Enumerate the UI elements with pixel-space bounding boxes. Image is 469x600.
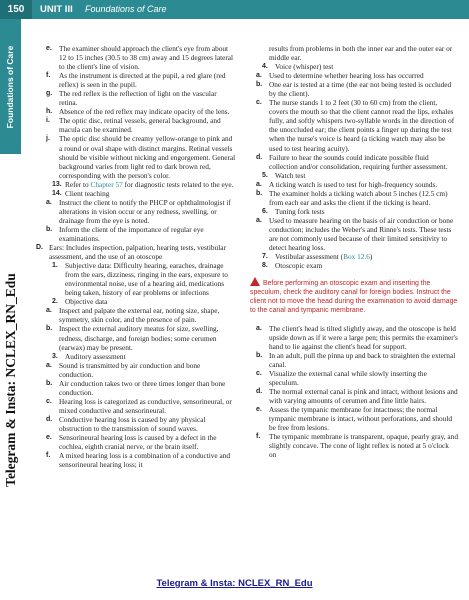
outline-item <box>256 351 458 369</box>
outline-item <box>256 387 458 405</box>
outline-item-marker: b. <box>46 325 53 333</box>
cross-reference-link[interactable]: Box 12.6 <box>343 252 370 262</box>
right-outline-continued <box>246 324 458 460</box>
outline-item <box>52 297 236 306</box>
outline-item-text: Sensorineural hearing loss is caused by a defect in the cochlea, eighth cranial nerve, or the brain itself. <box>59 433 217 452</box>
outline-item <box>46 107 236 116</box>
outline-item-marker: 5. <box>262 171 268 179</box>
page-number: 150 <box>0 0 32 19</box>
side-tab <box>0 19 21 154</box>
outline-item-marker: 1. <box>52 262 58 270</box>
outline-item-text: Inform the client of the importance of regular eye examinations. <box>59 224 204 243</box>
outline-item-marker: j. <box>46 135 50 143</box>
outline-item-marker: b. <box>46 225 53 233</box>
outline-item-marker: f. <box>256 433 261 441</box>
outline-item-text: Used to determine whether hearing loss has occurred <box>269 71 424 81</box>
outline-item-text: The red reflex is the reflection of light on the vascular retina. <box>59 89 217 108</box>
outline-item <box>256 180 458 189</box>
outline-item <box>262 261 458 270</box>
outline-item <box>46 71 236 89</box>
outline-item-marker: i. <box>46 117 50 125</box>
outline-item-marker: e. <box>256 405 262 413</box>
outline-item-marker: b. <box>256 81 263 89</box>
left-column <box>36 44 236 469</box>
outline-item-text: The optic disc, retinal vessels, general background, and macula can be examined. <box>59 116 221 135</box>
outline-item-marker: d. <box>256 153 263 161</box>
outline-item-text: Used to measure hearing on the basis of air conduction or bone conduction; includes the Weber's and Rinne's tests. These tests are not commonly used because of their limited sensitivity to detect hearing loss. <box>269 215 454 253</box>
outline-item <box>256 369 458 387</box>
outline-item-text: A mixed hearing loss is a combination of a conductive and sensorineural hearing loss; it <box>59 451 231 470</box>
outline-item <box>52 180 236 189</box>
outline-item <box>256 98 458 152</box>
outline-item <box>46 44 236 71</box>
outline-item-text: One ear is tested at a time (the ear not being tested is occluded by the client). <box>269 80 452 99</box>
outline-item-text: Inspect the external auditory meatus for size, swelling, redness, discharge, and foreign bodies; some cerumen (earwax) may be present. <box>59 324 219 352</box>
outline-item-text: Sound is transmitted by air conduction and bone conduction. <box>59 360 201 379</box>
outline-item <box>46 397 236 415</box>
outline-item-marker: d. <box>256 387 263 395</box>
outline-item-marker: f. <box>46 452 51 460</box>
outline-item-marker: a. <box>46 307 52 315</box>
outline-item <box>262 207 458 216</box>
outline-item-text: The normal external canal is pink and intact, without lesions and with varying amounts of cerumen and fine little hairs. <box>269 386 458 405</box>
outline-item-text: Subjective data: Difficulty hearing, earaches, drainage from the ears, dizziness, ringing in the ears, exposure to environmental noise, use of a hearing aid, medications being taken, history of ear problems or infections <box>65 261 228 298</box>
outline-item-text: Tuning fork tests <box>275 206 325 216</box>
right-column <box>246 44 458 459</box>
unit-label: UNIT III <box>40 4 73 15</box>
outline-item-marker: f. <box>46 72 51 80</box>
outline-item <box>46 433 236 451</box>
outline-item <box>262 171 458 180</box>
outline-item <box>46 306 236 324</box>
outline-item-text: Voice (whisper) test <box>275 62 334 72</box>
outline-item-marker: 13. <box>52 180 62 188</box>
outline-item-marker: d. <box>46 415 53 423</box>
outline-item-text: Hearing loss is categorized as conductive, sensorineural, or mixed conductive and sensorineural. <box>59 396 232 415</box>
outline-item-marker: 7. <box>262 253 268 261</box>
outline-item-text: Assess the tympanic membrane for intactness; the normal tympanic membrane is intact, without perforations, and should be free from lesions. <box>269 404 452 433</box>
outline-item <box>52 352 236 361</box>
outline-item-marker: a. <box>46 198 52 206</box>
outline-item-marker: g. <box>46 90 53 98</box>
outline-item-text: ) <box>369 252 373 262</box>
outline-item-text: The examiner should approach the client's eye from about 12 to 15 inches (30.5 to 38 cm) away and 15 degrees lateral to the client's line of vision. <box>59 44 234 72</box>
outline-item <box>256 80 458 98</box>
outline-item <box>46 379 236 397</box>
outline-item-text: A ticking watch is used to test for high-frequency sounds. <box>269 179 438 189</box>
outline-item <box>46 415 236 433</box>
outline-item <box>256 71 458 80</box>
outline-item <box>46 134 236 179</box>
outline-item-text: Vestibular assessment ( <box>275 252 344 262</box>
outline-item-marker: h. <box>46 108 53 116</box>
outline-item-text: Conductive hearing loss is caused by any physical obstruction to the transmission of sound waves. <box>59 414 206 433</box>
outline-item-text: The client's head is tilted slightly away, and the otoscope is held upside down as if it were a large pen; this permits the examiner's hand to lie against the client's head for support. <box>269 323 458 351</box>
outline-item <box>36 243 236 261</box>
outline-item-marker: a. <box>256 72 262 80</box>
outline-item-text: Refer to <box>65 179 91 189</box>
outline-item-marker: 6. <box>262 207 268 215</box>
outline-item-marker: a. <box>256 216 262 224</box>
outline-item-text: Visualize the external canal while slowly inserting the speculum. <box>269 368 427 387</box>
outline-item-marker: c. <box>256 369 262 377</box>
outline-item <box>262 252 458 261</box>
outline-item-text: Objective data <box>65 297 108 307</box>
outline-item-marker: 4. <box>262 63 268 71</box>
outline-item <box>52 189 236 198</box>
outline-item-marker: b. <box>46 379 53 387</box>
outline-item-marker: 2. <box>52 298 58 306</box>
outline-item <box>46 116 236 134</box>
outline-item-text: Instruct the client to notify the PHCP or ophthalmologist if alterations in vision occur or any redness, swelling, or drainage from the eye is noted. <box>59 197 231 225</box>
outline-item <box>256 44 458 62</box>
outline-item-text: Auditory assessment <box>65 351 126 361</box>
outline-item-text: Air conduction takes two or three times longer than bone conduction. <box>59 378 226 397</box>
outline-item-marker: b. <box>256 351 263 359</box>
outline-item <box>256 324 458 351</box>
outline-item-marker: b. <box>256 189 263 197</box>
outline-item-marker: 8. <box>262 262 268 270</box>
bottom-watermark: Telegram & Insta: NCLEX_RN_Edu <box>156 578 313 589</box>
outline-item-marker: c. <box>46 397 52 405</box>
outline-item-text: In an adult, pull the pinna up and back to straighten the external canal. <box>269 350 456 369</box>
outline-item-marker: 3. <box>52 352 58 360</box>
warning-icon <box>250 277 260 286</box>
cross-reference-link[interactable]: Chapter 57 <box>90 179 123 189</box>
outline-item <box>256 405 458 432</box>
outline-item <box>46 198 236 225</box>
outline-item-marker: e. <box>46 434 52 442</box>
outline-item-text: Ears: Includes inspection, palpation, hearing tests, vestibular assessment, and the use of an otoscope <box>49 243 226 262</box>
outline-item-marker: a. <box>256 324 262 332</box>
outline-item <box>256 189 458 207</box>
outline-item-marker: D. <box>36 244 43 252</box>
right-outline <box>246 44 458 270</box>
outline-item-text: The optic disc should be creamy yellow-orange to pink and a round or oval shape with distinct margins. Retinal vessels should be visible without nicking and engorgement. General background varies from light red to dark brown red, corresponding with the person's color. <box>59 134 236 180</box>
unit-title: Foundations of Care <box>85 4 167 14</box>
outline-item-marker: c. <box>256 99 262 107</box>
outline-item <box>46 451 236 469</box>
outline-item <box>262 62 458 71</box>
outline-item-text: The tympanic membrane is transparent, opaque, pearly gray, and slightly concave. The cone of light reflex is noted at 5 o'clock on <box>269 432 458 460</box>
outline-item-text: Failure to hear the sounds could indicate possible fluid collection and/or consolidation, requiring further assessment. <box>269 152 448 171</box>
outline-item-text: The examiner holds a ticking watch about 5 inches (12.5 cm) from each ear and asks the client if the ticking is heard. <box>269 188 448 207</box>
outline-item-text: Otoscopic exam <box>275 261 323 271</box>
side-watermark: Telegram & Insta: NCLEX_RN_Edu <box>3 273 18 487</box>
outline-item-marker: e. <box>46 45 52 52</box>
left-outline <box>36 44 236 469</box>
outline-item <box>256 216 458 252</box>
outline-item-text: Absence of the red reflex may indicate opacity of the lens. <box>59 107 230 117</box>
warning-text: Before performing an otoscopic exam and inserting the speculum, check the auditory canal for foreign bodies. Instruct the client not to move the head during the examination to avoid damage to the canal and tympanic membrane. <box>250 280 458 315</box>
outline-item-text: Watch test <box>275 170 306 180</box>
outline-item <box>46 324 236 351</box>
outline-item-text: results from problems in both the inner ear and the outer ear or middle ear. <box>269 44 453 63</box>
outline-item <box>46 225 236 243</box>
outline-item-text: As the instrument is directed at the pupil, a red glare (red reflex) is seen in the pupil. <box>59 71 226 90</box>
outline-item-marker: a. <box>256 180 262 188</box>
outline-item <box>256 432 458 459</box>
outline-item <box>256 153 458 171</box>
side-tab-label: Foundations of Care <box>5 45 15 129</box>
outline-item <box>52 261 236 297</box>
outline-item-text: for diagnostic tests related to the eye. <box>122 179 234 189</box>
outline-item-text: Client teaching <box>65 188 110 198</box>
outline-item <box>46 89 236 107</box>
outline-item-marker: a. <box>46 361 52 369</box>
page-header <box>0 0 469 19</box>
outline-item-text: The nurse stands 1 to 2 feet (30 to 60 cm) from the client, covers the mouth so that the client cannot read the lips, exhales fully, and softly whispers two-syllable words in the direction of the unoccluded ear; the client points a finger up during the test when the nurse's voice is heard (a ticking watch may also be used to test hearing acuity). <box>269 98 455 153</box>
outline-item-text: Inspect and palpate the external ear, noting size, shape, symmetry, skin color, and the presence of pain. <box>59 306 220 325</box>
warning-note <box>250 277 458 315</box>
outline-item <box>46 361 236 379</box>
outline-item-marker: 14. <box>52 189 62 197</box>
